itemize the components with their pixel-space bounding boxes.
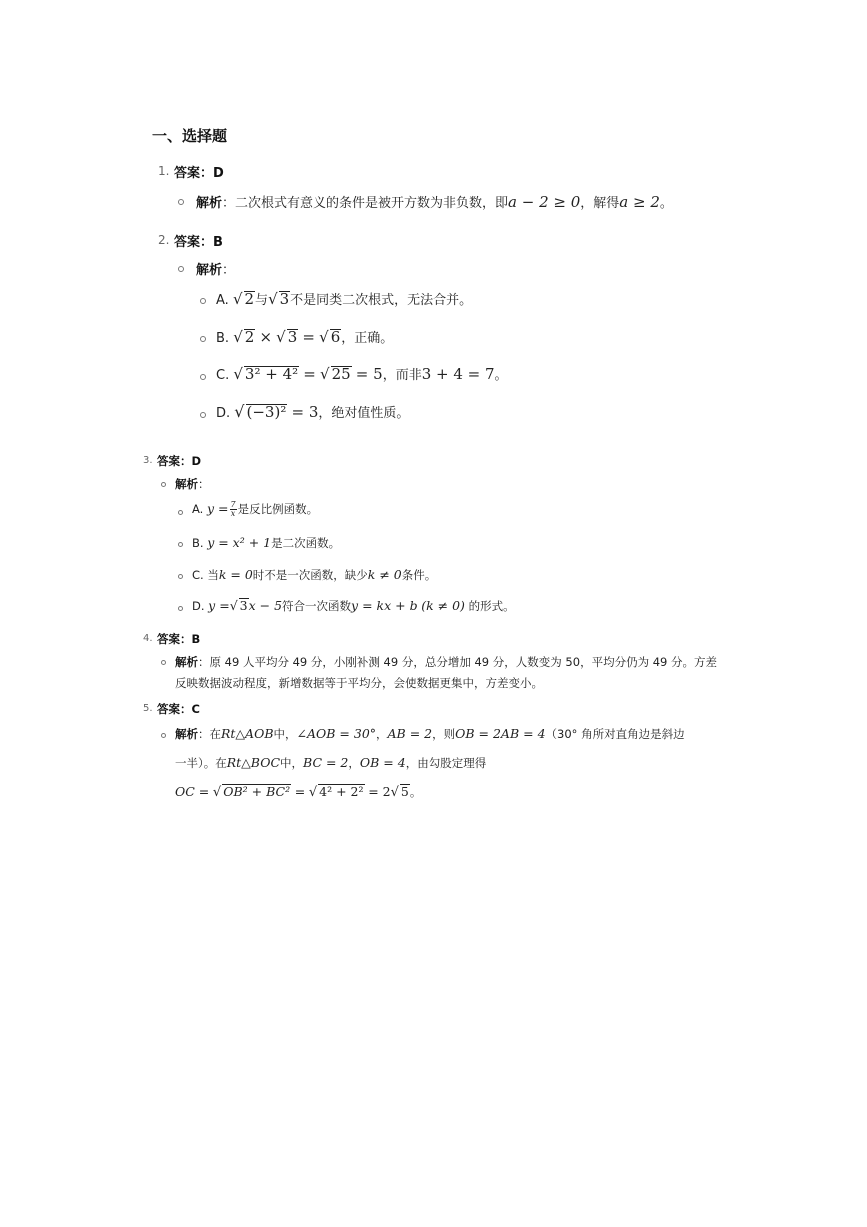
q3-d-radicand: 3	[239, 598, 248, 613]
q2-a-text: 不是同类二次根式，无法合并。	[290, 293, 473, 308]
q4-line1-text: ：原 49 人平均分 49 分，小刚补测 49 分，总分增加 49 分，人数变为 50，平均分仍为 49 分。方差	[198, 655, 718, 669]
q1-answer: 答案：D	[174, 166, 224, 181]
q3-a-lhs: y =	[206, 501, 229, 516]
q3-a-prefix: A.	[192, 502, 204, 516]
q2-b-r2: 3	[287, 328, 298, 346]
q2-c-expr: 3 + 4 = 7	[421, 365, 495, 383]
q5-line3: OC = √ OB² + BC² = √ 4² + 2² = 2√ 5。	[175, 784, 422, 800]
q3-c-prefix: C.	[192, 568, 204, 582]
q1-text-c: 。	[659, 196, 673, 211]
q2-c-prefix: C.	[216, 368, 230, 383]
q3-number: 3.	[143, 455, 153, 466]
q3-c-bullet	[178, 574, 183, 579]
q3-option-d: D. y =√ 3x − 5符合一次函数y = kx + b (k ≠ 0) 的形式。	[192, 598, 515, 613]
q5-l1m1: Rt△AOB	[221, 726, 274, 741]
q1-math-b: a ≥ 2	[619, 193, 660, 211]
q5-label: 解析	[175, 727, 198, 741]
q1-text-b: ，解得	[580, 196, 620, 211]
q3-label: 解析	[175, 477, 198, 491]
q3-explanation-label	[175, 476, 210, 492]
q5-l2a: 一半）。在	[175, 756, 227, 770]
q5-l2c: ，	[348, 756, 360, 770]
q3-d-bullet	[178, 606, 183, 611]
q5-l2m1: Rt△BOC	[226, 755, 281, 770]
q1-number: 1.	[158, 164, 170, 178]
q5-bullet	[161, 733, 166, 738]
q2-option-c: C. √ 3² + 4² = √ 25 = 5，而非3 + 4 = 7。	[216, 365, 508, 383]
q3-bullet	[161, 482, 166, 487]
q3-b-expr: y = x² + 1	[207, 535, 272, 550]
q5-number: 5.	[143, 703, 153, 714]
q3-b-prefix: B.	[192, 536, 204, 550]
q2-answer: 答案：B	[174, 235, 223, 250]
q1-explanation	[196, 192, 673, 211]
q2-d-r1: (−3)²	[246, 403, 287, 421]
q2-c-bullet	[200, 374, 206, 380]
q4-line2: 反映数据波动程度，新增数据等于平均分，会使数据更集中，方差变小。	[175, 676, 543, 690]
q5-l1m4: OB = 2AB = 4	[455, 726, 546, 741]
q5-l1a: ：在	[198, 727, 221, 741]
q3-option-b	[192, 535, 340, 551]
q2-a-prefix: A.	[216, 293, 229, 308]
q3-d-prefix: D.	[192, 599, 205, 613]
q3-colon: ：	[198, 477, 210, 491]
q2-b-eq: =	[302, 328, 315, 346]
q5-l2b: 中，	[280, 756, 304, 770]
q2-c-mid: ，而非	[382, 368, 422, 383]
q2-d-text: ，绝对值性质。	[318, 406, 410, 421]
q3-d-t1: 符合一次函数	[282, 599, 352, 613]
q2-explanation-label	[196, 259, 235, 278]
q3-b-bullet	[178, 542, 183, 547]
q5-l1b: 中，	[273, 727, 297, 741]
q5-l1e: （30° 角所对直角边是斜边	[545, 727, 685, 741]
q2-b-op: ×	[259, 328, 273, 346]
q4-label: 解析	[175, 655, 198, 669]
q2-b-text: ，正确。	[341, 331, 394, 346]
q3-d-m3: (k ≠ 0)	[421, 598, 465, 613]
q1-text-a: ：二次根式有意义的条件是被开方数为非负数，即	[222, 196, 509, 211]
q3-a-denominator: x	[230, 509, 236, 518]
q5-l3r1: OB² + BC²	[223, 784, 291, 799]
q2-d-bullet	[200, 412, 206, 418]
q4-answer: 答案：B	[157, 632, 201, 646]
q3-c-t3: 条件。	[401, 568, 437, 582]
q2-a-radicand1: 2	[244, 290, 255, 308]
q4-number: 4.	[143, 633, 153, 644]
q5-l3a: OC =	[175, 784, 210, 799]
q2-c-text: 。	[494, 368, 508, 383]
q3-c-m1: k = 0	[218, 567, 253, 582]
q2-c-r2: 25	[331, 365, 351, 383]
q2-c-eq1: =	[303, 365, 316, 383]
q2-option-d: D. √ (−3)² = 3，绝对值性质。	[216, 402, 410, 421]
q1-label: 解析	[196, 196, 223, 211]
q2-b-r1: 2	[244, 328, 255, 346]
q3-a-fraction	[230, 501, 237, 518]
q1-bullet	[178, 199, 184, 205]
q3-a-bullet	[178, 510, 183, 515]
q4-line1	[175, 654, 717, 670]
q3-option-a	[192, 501, 318, 518]
q5-l2m2: BC = 2	[303, 755, 349, 770]
q2-label: 解析	[196, 263, 223, 278]
q3-c-m2: k ≠ 0	[367, 567, 402, 582]
q5-l1m3: AB = 2	[387, 726, 433, 741]
q3-answer: 答案：D	[157, 454, 202, 468]
q3-option-c	[192, 567, 436, 583]
q5-l1c: ，	[376, 727, 388, 741]
q2-b-prefix: B.	[216, 331, 230, 346]
q1-math-a: a − 2 ≥ 0	[508, 193, 581, 211]
q3-a-text: 是反比例函数。	[237, 502, 319, 516]
q5-l3eq: =	[294, 784, 306, 799]
q5-l3c: 。	[409, 785, 422, 799]
q2-c-r1: 3² + 4²	[244, 365, 299, 383]
q2-a-radicand2: 3	[279, 290, 290, 308]
q5-l3r2: 4² + 2²	[319, 784, 364, 799]
q2-option-a: A. √ 2与√ 3不是同类二次根式，无法合并。	[216, 290, 473, 308]
q2-option-b: B. √ 2 × √ 3 = √ 6，正确。	[216, 328, 394, 346]
q2-b-bullet	[200, 336, 206, 342]
q2-number: 2.	[158, 233, 170, 247]
q5-l1d: ，则	[432, 727, 456, 741]
q2-d-eq: = 3	[291, 403, 319, 421]
q3-d-m1b: x − 5	[248, 598, 283, 613]
q2-bullet	[178, 266, 184, 272]
q3-c-t2: 时不是一次函数，缺少	[252, 568, 368, 582]
q5-line2	[175, 755, 486, 771]
q2-c-eq2: = 5	[355, 365, 383, 383]
q5-l3b: = 2	[368, 784, 391, 799]
q2-d-prefix: D.	[216, 406, 231, 421]
q3-d-m1a: y =	[208, 598, 230, 613]
q4-bullet	[161, 660, 166, 665]
q3-c-t1: 当	[207, 568, 219, 582]
q3-a-numerator: 7	[230, 500, 236, 509]
q2-a-bullet	[200, 298, 206, 304]
section-title: 一、选择题	[152, 127, 228, 145]
q3-d-t2: 的形式。	[464, 599, 515, 613]
q5-answer: 答案：C	[157, 702, 200, 716]
q2-a-mid: 与	[255, 293, 269, 308]
q5-line1	[175, 726, 685, 742]
q5-l3r3: 5	[400, 784, 409, 799]
q2-colon: ：	[222, 263, 236, 278]
q3-b-text: 是二次函数。	[271, 536, 341, 550]
q3-d-m2: y = kx + b	[351, 598, 418, 613]
q5-l1m2: ∠AOB = 30°	[296, 726, 377, 741]
q2-b-r3: 6	[330, 328, 341, 346]
q5-l2m3: OB = 4	[359, 755, 406, 770]
q5-l2d: ，由勾股定理得	[405, 756, 487, 770]
